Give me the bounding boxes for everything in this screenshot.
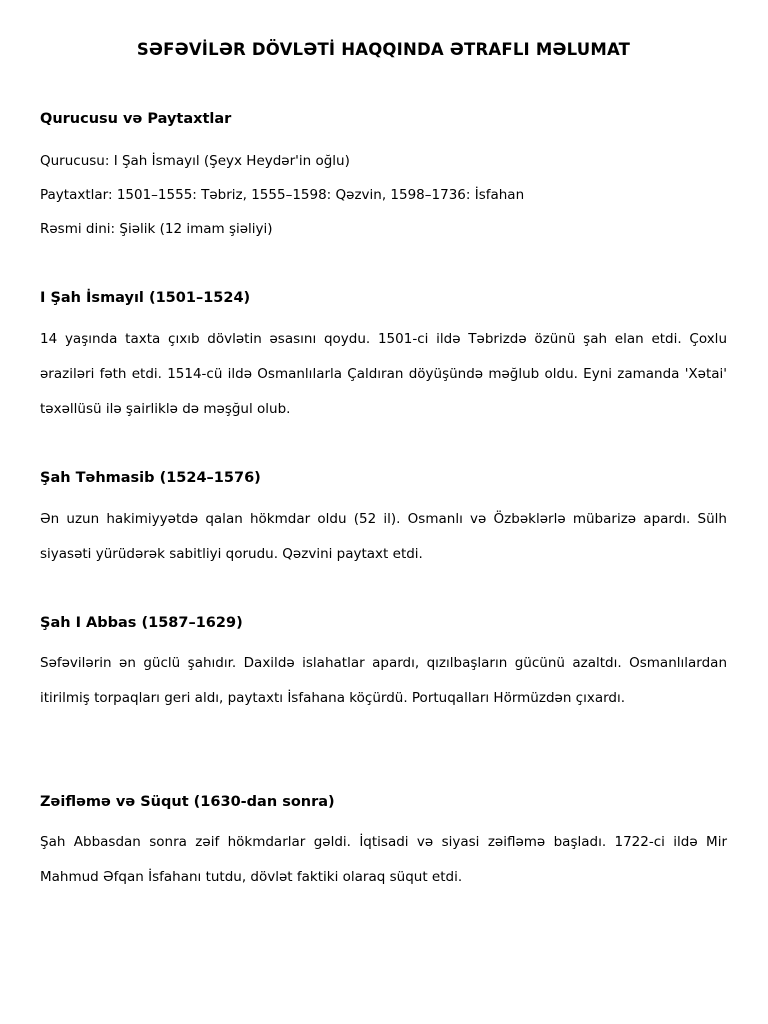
heading-tahmasib: Şah Təhmasib (1524–1576) xyxy=(40,470,261,486)
document-title: SƏFƏVİLƏR DÖVLƏTİ HAQQINDA ƏTRAFLI MƏLUMAT xyxy=(136,40,631,59)
paragraph-tahmasib: Ən uzun hakimiyyətdə qalan hökmdar oldu (52 il). Osmanlı və Özbəklərlə mübarizə apardı. Sülh siyasəti yürüdərək sabitliyi qorudu. Qəzvini paytaxt etdi. xyxy=(40,511,727,562)
capitals-line: Paytaxtlar: 1501–1555: Təbriz, 1555–1598: Qəzvin, 1598–1736: İsfahan xyxy=(40,187,525,203)
paragraph-ismail: 14 yaşında taxta çıxıb dövlətin əsasını qoydu. 1501-ci ildə Təbrizdə özünü şah elan etdi. Çoxlu əraziləri fəth etdi. 1514-cü ildə Osmanlılarla Çaldıran döyüşündə məğlub oldu. Eyni zamanda 'Xətai' təxəllüsü ilə şairliklə də məşğul olub. xyxy=(40,331,727,417)
paragraph-decline: Şah Abbasdan sonra zəif hökmdarlar gəldi. İqtisadi və siyasi zəifləmə başladı. 1722-ci ildə Mir Mahmud Əfqan İsfahanı tutdu, dövlət faktiki olaraq süqut etdi. xyxy=(40,834,727,885)
founder-line: Qurucusu: I Şah İsmayıl (Şeyx Heydər'in oğlu) xyxy=(40,153,350,169)
heading-abbas: Şah I Abbas (1587–1629) xyxy=(40,615,243,631)
heading-decline: Zəifləmə və Süqut (1630-dan sonra) xyxy=(40,794,335,810)
heading-ismail: I Şah İsmayıl (1501–1524) xyxy=(40,290,251,306)
heading-founder-capitals: Qurucusu və Paytaxtlar xyxy=(40,111,232,127)
religion-line: Rəsmi dini: Şiəlik (12 imam şiəliyi) xyxy=(40,221,273,237)
paragraph-abbas: Səfəvilərin ən güclü şahıdır. Daxildə islahatlar apardı, qızılbaşların gücünü azaltdı. Osmanlılardan itirilmiş torpaqları geri aldı, paytaxtı İsfahana köçürdü. Portuqalları Hörmüzdən çıxardı. xyxy=(40,655,727,706)
